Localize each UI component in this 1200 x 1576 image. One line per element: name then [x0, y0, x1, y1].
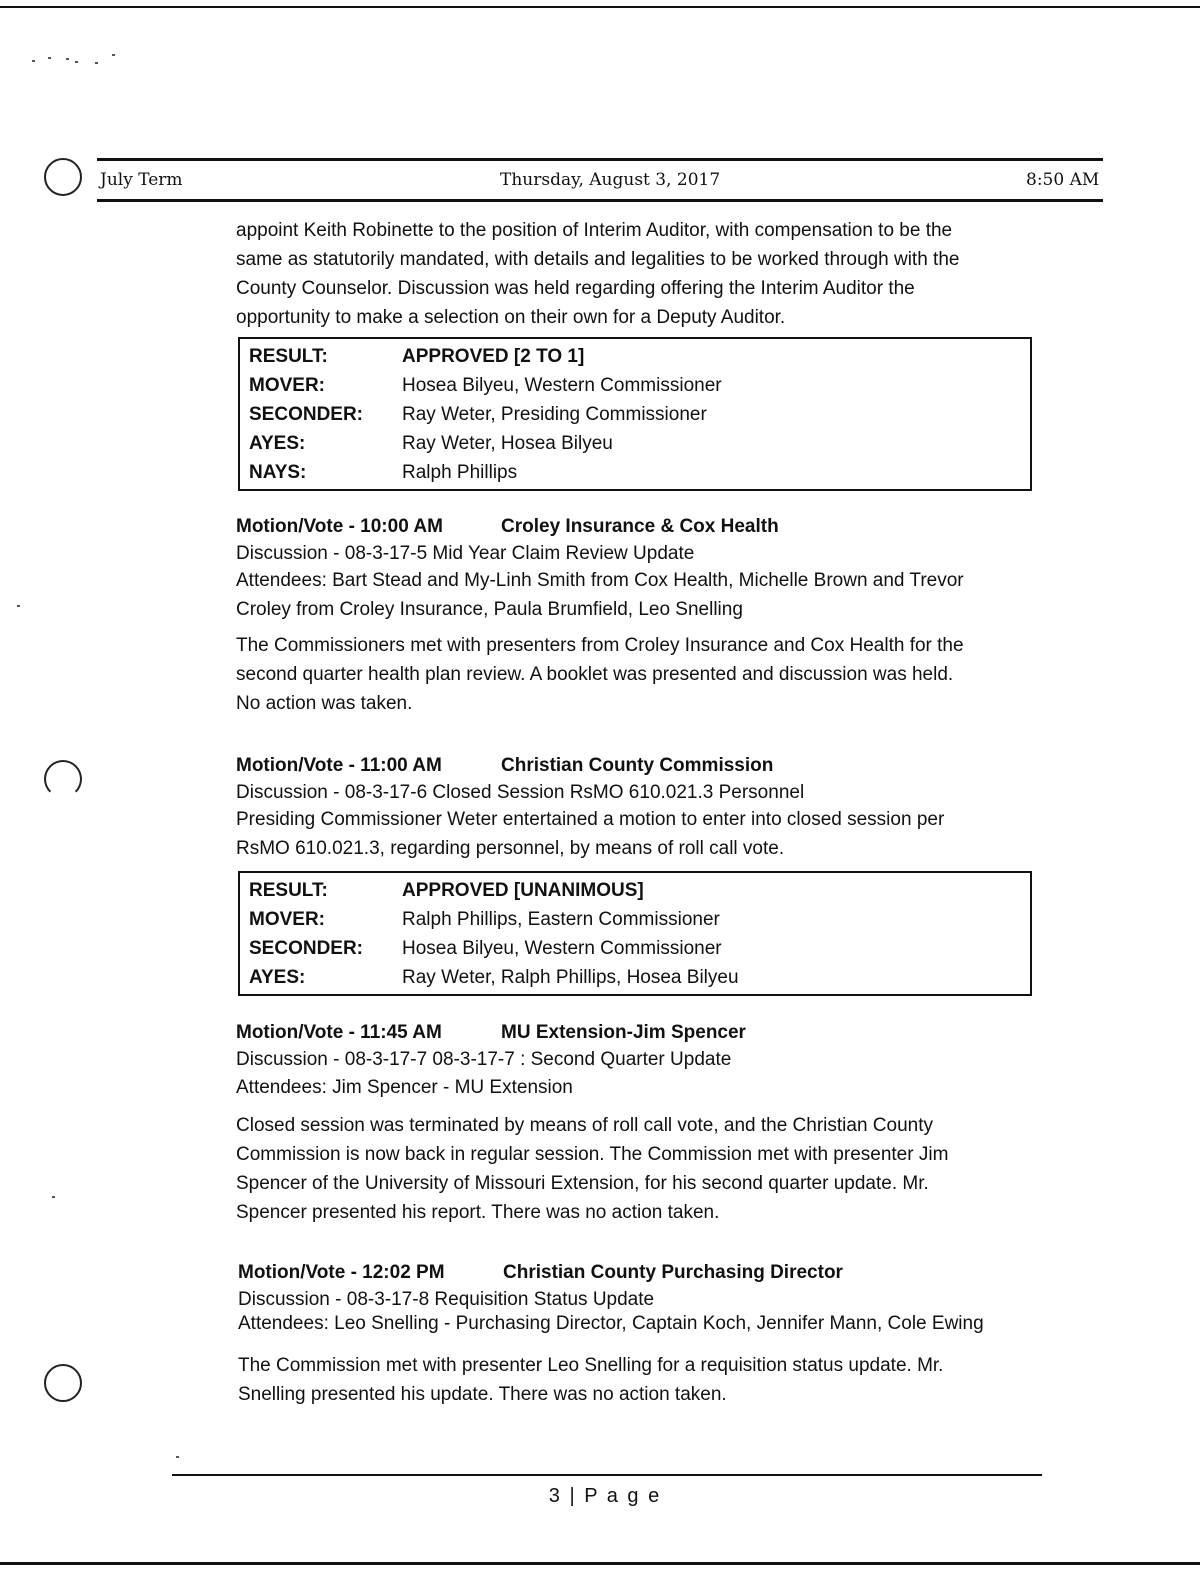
- text-line: The Commission met with presenter Leo Snelling for a requisition status update. Mr.: [238, 1355, 944, 1376]
- header-term: July Term: [100, 170, 183, 190]
- vote-row-nays: [240, 458, 1030, 487]
- vote-value: Hosea Bilyeu, Western Commissioner: [402, 375, 722, 396]
- top-scan-edge: [0, 6, 1200, 8]
- vote-row-seconder: [240, 934, 1030, 963]
- vote-value: Ralph Phillips: [402, 462, 518, 483]
- vote-value: APPROVED [2 TO 1]: [402, 346, 585, 367]
- vote-row-result: [240, 342, 1030, 371]
- scan-speck: [32, 60, 35, 62]
- bottom-scan-edge: [0, 1562, 1200, 1565]
- motion-time: Motion/Vote - 11:00 AM: [236, 755, 442, 776]
- text-line: Spencer presented his report. There was no action taken.: [236, 1202, 720, 1223]
- text-line: second quarter health plan review. A booklet was presented and discussion was held.: [236, 664, 954, 685]
- vote-value: APPROVED [UNANIMOUS]: [402, 880, 644, 901]
- text-line: opportunity to make a selection on their own for a Deputy Auditor.: [236, 307, 786, 328]
- vote-row-seconder: [240, 400, 1030, 429]
- motion-body: [236, 1111, 948, 1227]
- motion-body: [238, 1351, 943, 1409]
- motion-title: MU Extension-Jim Spencer: [501, 1022, 746, 1043]
- motion-heading: [236, 1022, 746, 1044]
- text-line: No action was taken.: [236, 693, 413, 714]
- vote-row-ayes: [240, 963, 1030, 992]
- vote-value: Ray Weter, Ralph Phillips, Hosea Bilyeu: [402, 967, 739, 988]
- motion-attendees: Attendees: Jim Spencer - MU Extension: [236, 1077, 573, 1098]
- motion-discussion: Discussion - 08-3-17-8 Requisition Status Update: [238, 1289, 655, 1310]
- motion-title: Christian County Commission: [501, 755, 774, 776]
- text-line: Snelling presented his update. There was no action taken.: [238, 1384, 727, 1405]
- vote-label: AYES:: [249, 967, 306, 988]
- binder-hole-middle: [44, 760, 82, 798]
- vote-value: Hosea Bilyeu, Western Commissioner: [402, 938, 722, 959]
- motion-heading: [236, 516, 779, 538]
- scan-speck: [176, 1456, 179, 1458]
- vote-label: SECONDER:: [249, 938, 364, 959]
- vote-label: NAYS:: [249, 462, 307, 483]
- text-line: Spencer of the University of Missouri Extension, for his second quarter update. Mr.: [236, 1173, 929, 1194]
- vote-value: Ray Weter, Presiding Commissioner: [402, 404, 707, 425]
- motion-attendees: [236, 566, 964, 624]
- header-date: Thursday, August 3, 2017: [500, 170, 721, 190]
- text-line: The Commissioners met with presenters from Croley Insurance and Cox Health for the: [236, 635, 964, 656]
- text-line: Croley from Croley Insurance, Paula Brumfield, Leo Snelling: [236, 599, 743, 620]
- motion-heading: [238, 1262, 843, 1284]
- text-line: County Counselor. Discussion was held regarding offering the Interim Auditor the: [236, 278, 915, 299]
- vote-row-mover: [240, 371, 1030, 400]
- motion-heading: [236, 755, 773, 777]
- text-line: RsMO 610.021.3, regarding personnel, by means of roll call vote.: [236, 838, 785, 859]
- vote-row-ayes: [240, 429, 1030, 458]
- scan-speck: [95, 62, 98, 64]
- page-separator: |: [569, 1485, 577, 1507]
- motion-attendees: Attendees: Leo Snelling - Purchasing Director, Captain Koch, Jennifer Mann, Cole Ewing: [238, 1313, 984, 1334]
- scan-speck: [17, 605, 20, 607]
- scan-speck: [52, 1196, 55, 1198]
- binder-hole-top: [44, 158, 82, 196]
- motion-discussion: Discussion - 08-3-17-6 Closed Session RsMO 610.021.3 Personnel: [236, 782, 805, 803]
- vote-label: MOVER:: [249, 375, 325, 396]
- motion-title: Christian County Purchasing Director: [503, 1262, 843, 1283]
- text-line: same as statutorily mandated, with details and legalities to be worked through with the: [236, 249, 960, 270]
- text-line: Closed session was terminated by means of roll call vote, and the Christian County: [236, 1115, 934, 1136]
- vote-table-2: [238, 871, 1032, 996]
- header-rule-top: [97, 158, 1103, 161]
- motion-time: Motion/Vote - 11:45 AM: [236, 1022, 442, 1043]
- motion-discussion: Discussion - 08-3-17-5 Mid Year Claim Review Update: [236, 543, 695, 564]
- text-line: Commission is now back in regular session. The Commission met with presenter Jim: [236, 1144, 949, 1165]
- vote-label: RESULT:: [249, 880, 328, 901]
- motion-title: Croley Insurance & Cox Health: [501, 516, 779, 537]
- page-footer: [0, 1485, 1200, 1508]
- scan-speck: [75, 61, 78, 63]
- vote-row-result: [240, 876, 1030, 905]
- motion-time: Motion/Vote - 10:00 AM: [236, 516, 443, 537]
- vote-row-mover: [240, 905, 1030, 934]
- binder-hole-bottom: [44, 1364, 82, 1402]
- motion-body: [236, 631, 964, 718]
- header-rule-bottom: [97, 199, 1103, 202]
- header-time: 8:50 AM: [1026, 170, 1100, 190]
- scan-speck: [112, 54, 115, 56]
- vote-table-1: [238, 337, 1032, 491]
- vote-label: RESULT:: [249, 346, 328, 367]
- motion-discussion: Discussion - 08-3-17-7 08-3-17-7 : Second Quarter Update: [236, 1049, 732, 1070]
- text-line: appoint Keith Robinette to the position of Interim Auditor, with compensation to be the: [236, 220, 953, 241]
- vote-label: SECONDER:: [249, 404, 364, 425]
- page-number: 3: [548, 1485, 562, 1507]
- intro-paragraph: [236, 216, 959, 332]
- motion-body: [236, 805, 944, 863]
- page-label: P a g e: [584, 1485, 662, 1507]
- text-line: Attendees: Bart Stead and My-Linh Smith from Cox Health, Michelle Brown and Trevor: [236, 570, 964, 591]
- footer-rule: [172, 1474, 1042, 1476]
- vote-value: Ray Weter, Hosea Bilyeu: [402, 433, 613, 454]
- scan-speck: [66, 58, 69, 60]
- motion-time: Motion/Vote - 12:02 PM: [238, 1262, 445, 1283]
- scan-speck: [48, 57, 51, 59]
- vote-label: AYES:: [249, 433, 306, 454]
- vote-value: Ralph Phillips, Eastern Commissioner: [402, 909, 720, 930]
- vote-label: MOVER:: [249, 909, 325, 930]
- text-line: Presiding Commissioner Weter entertained a motion to enter into closed session per: [236, 809, 945, 830]
